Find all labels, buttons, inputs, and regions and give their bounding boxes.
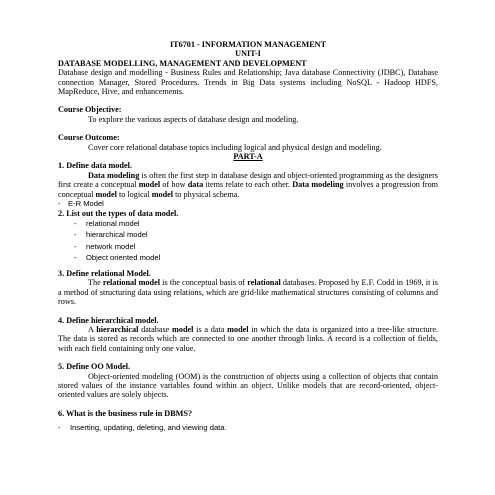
part-a-heading: PART-A	[233, 152, 263, 162]
q2-question: 2. List out the types of data model.	[58, 208, 179, 218]
document-page	[58, 40, 438, 433]
q4-question: 4. Define hierarchical model.	[58, 315, 159, 325]
unit-title: UNIT-I	[235, 49, 261, 59]
objective-heading: Course Objective:	[58, 105, 122, 115]
list-item: - network model	[74, 241, 136, 251]
q3-question: 3. Define relational Model.	[58, 268, 151, 278]
q3-answer: The relational model is the conceptual basis of relational databases. Proposed by E.F. Codd in 1969, it is a method of structuring data using relations, which are grid-like mathematical structures consisting of columns and rows.	[58, 278, 438, 307]
data-model-list	[58, 218, 438, 264]
q1-answer: Data modeling is often the first step in database design and object-oriented programming as the designers first create a conceptual model of how data items relate to each other. Data modeling involves a progression from conceptual model to logical model to physical schema.	[58, 170, 439, 199]
syllabus-text: Database design and modelling - Business Rules and Relationship; Java database Connectivity (JDBC), Database connection Manager, Stored Procedures. Trends in Big Data systems including NoSQL - Hadoop HDFS, MapReduce, Hive, and enhancements.	[58, 68, 438, 97]
course-code-title: IT6701 - INFORMATION MANAGEMENT	[169, 40, 327, 49]
q5-answer: Object-oriented modeling (OOM) is the construction of objects using a collection of objects that contain stored values of the instance variables found within an object. Unlike models that are record-oriented, object-oriented values are solely objects.	[58, 371, 438, 400]
list-item: - Object oriented model	[74, 253, 161, 263]
objective-text: To explore the various aspects of database design and modeling.	[88, 114, 299, 124]
unit-heading: DATABASE MODELLING, MANAGEMENT AND DEVELOPMENT	[58, 58, 307, 68]
q4-answer: A hierarchical database model is a data model in which the data is organized into a tree-like structure. The data is stored as records which are connected to one another through links. A record is a collection of fields, with each field containing only one value.	[58, 324, 438, 353]
outcome-heading: Course Outcome:	[58, 133, 120, 143]
q1-bullet: - E-R Model	[58, 199, 104, 209]
q6-answer: - Inserting, updating, deleting, and viewing data.	[58, 423, 227, 433]
list-item: - hierarchical model	[74, 230, 148, 240]
q1-question: 1. Define data model.	[58, 161, 132, 171]
outcome-text: Cover core relational database topics including logical and physical design and modeling.	[88, 142, 382, 152]
list-item: - relational model	[74, 218, 140, 228]
q5-question: 5. Define OO Model.	[58, 362, 131, 372]
q6-question: 6. What is the business rule in DBMS?	[58, 408, 193, 418]
